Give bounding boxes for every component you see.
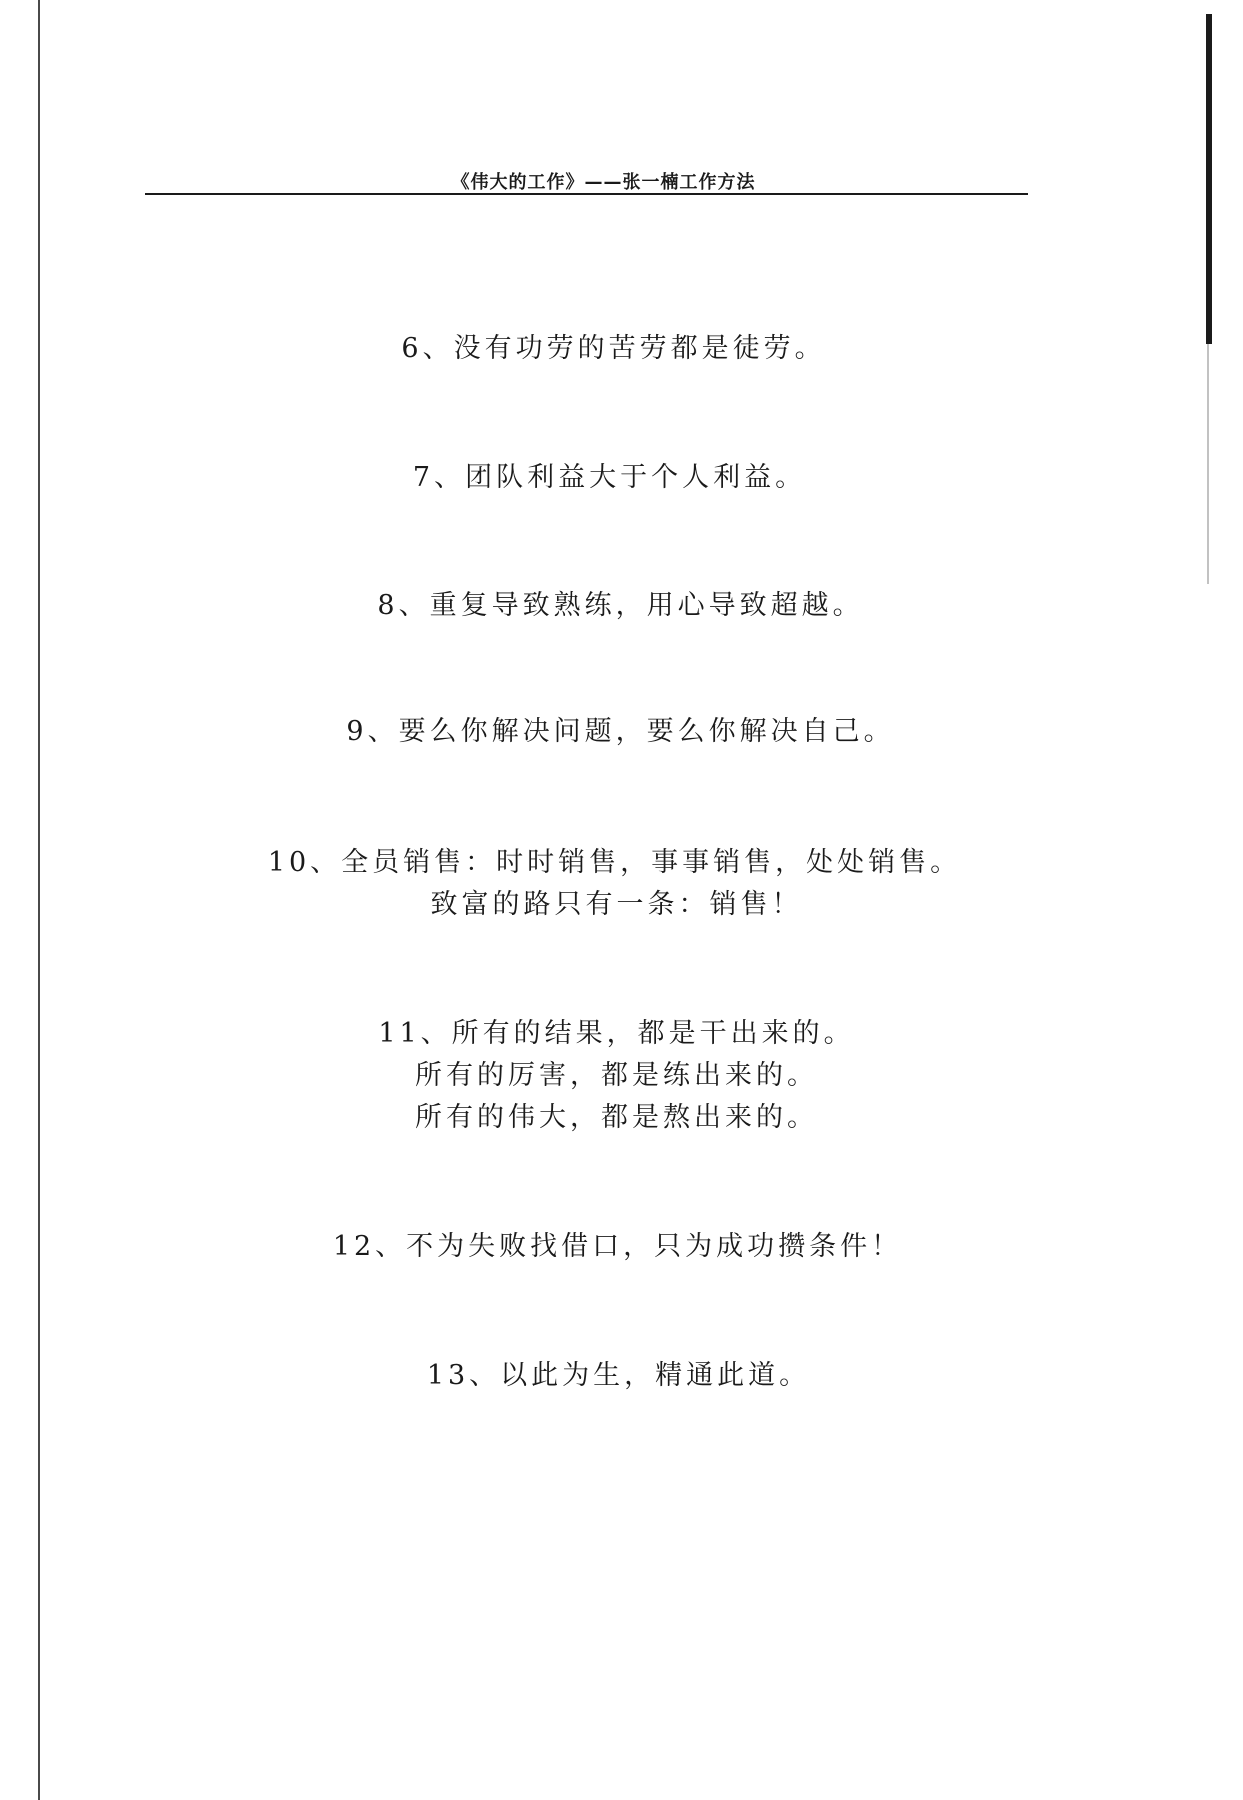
item-10-line-1: 10、全员销售：时时销售，事事销售，处处销售。 bbox=[267, 847, 962, 878]
running-header bbox=[0, 168, 1243, 194]
item-11-line-3: 所有的伟大，都是熬出来的。 bbox=[415, 1102, 818, 1133]
item-11-line-2: 所有的厉害，都是练出来的。 bbox=[415, 1060, 818, 1091]
item-11-line-1: 11、所有的结果，都是干出来的。 bbox=[378, 1018, 855, 1049]
header-rule bbox=[145, 193, 1028, 195]
item-6-line: 6、没有功劳的苦劳都是徒劳。 bbox=[401, 333, 826, 364]
item-7-line: 7、团队利益大于个人利益。 bbox=[412, 462, 807, 493]
item-9-line: 9、要么你解决问题，要么你解决自己。 bbox=[346, 716, 895, 747]
header-title: 《伟大的工作》——张一楠工作方法 bbox=[451, 172, 756, 193]
item-10-line-2: 致富的路只有一条：销售！ bbox=[430, 889, 803, 920]
item-12-line: 12、不为失败找借口，只为成功攒条件！ bbox=[332, 1231, 903, 1262]
item-13-line: 13、以此为生，精通此道。 bbox=[426, 1360, 811, 1391]
item-8-line: 8、重复导致熟练，用心导致超越。 bbox=[377, 590, 864, 621]
